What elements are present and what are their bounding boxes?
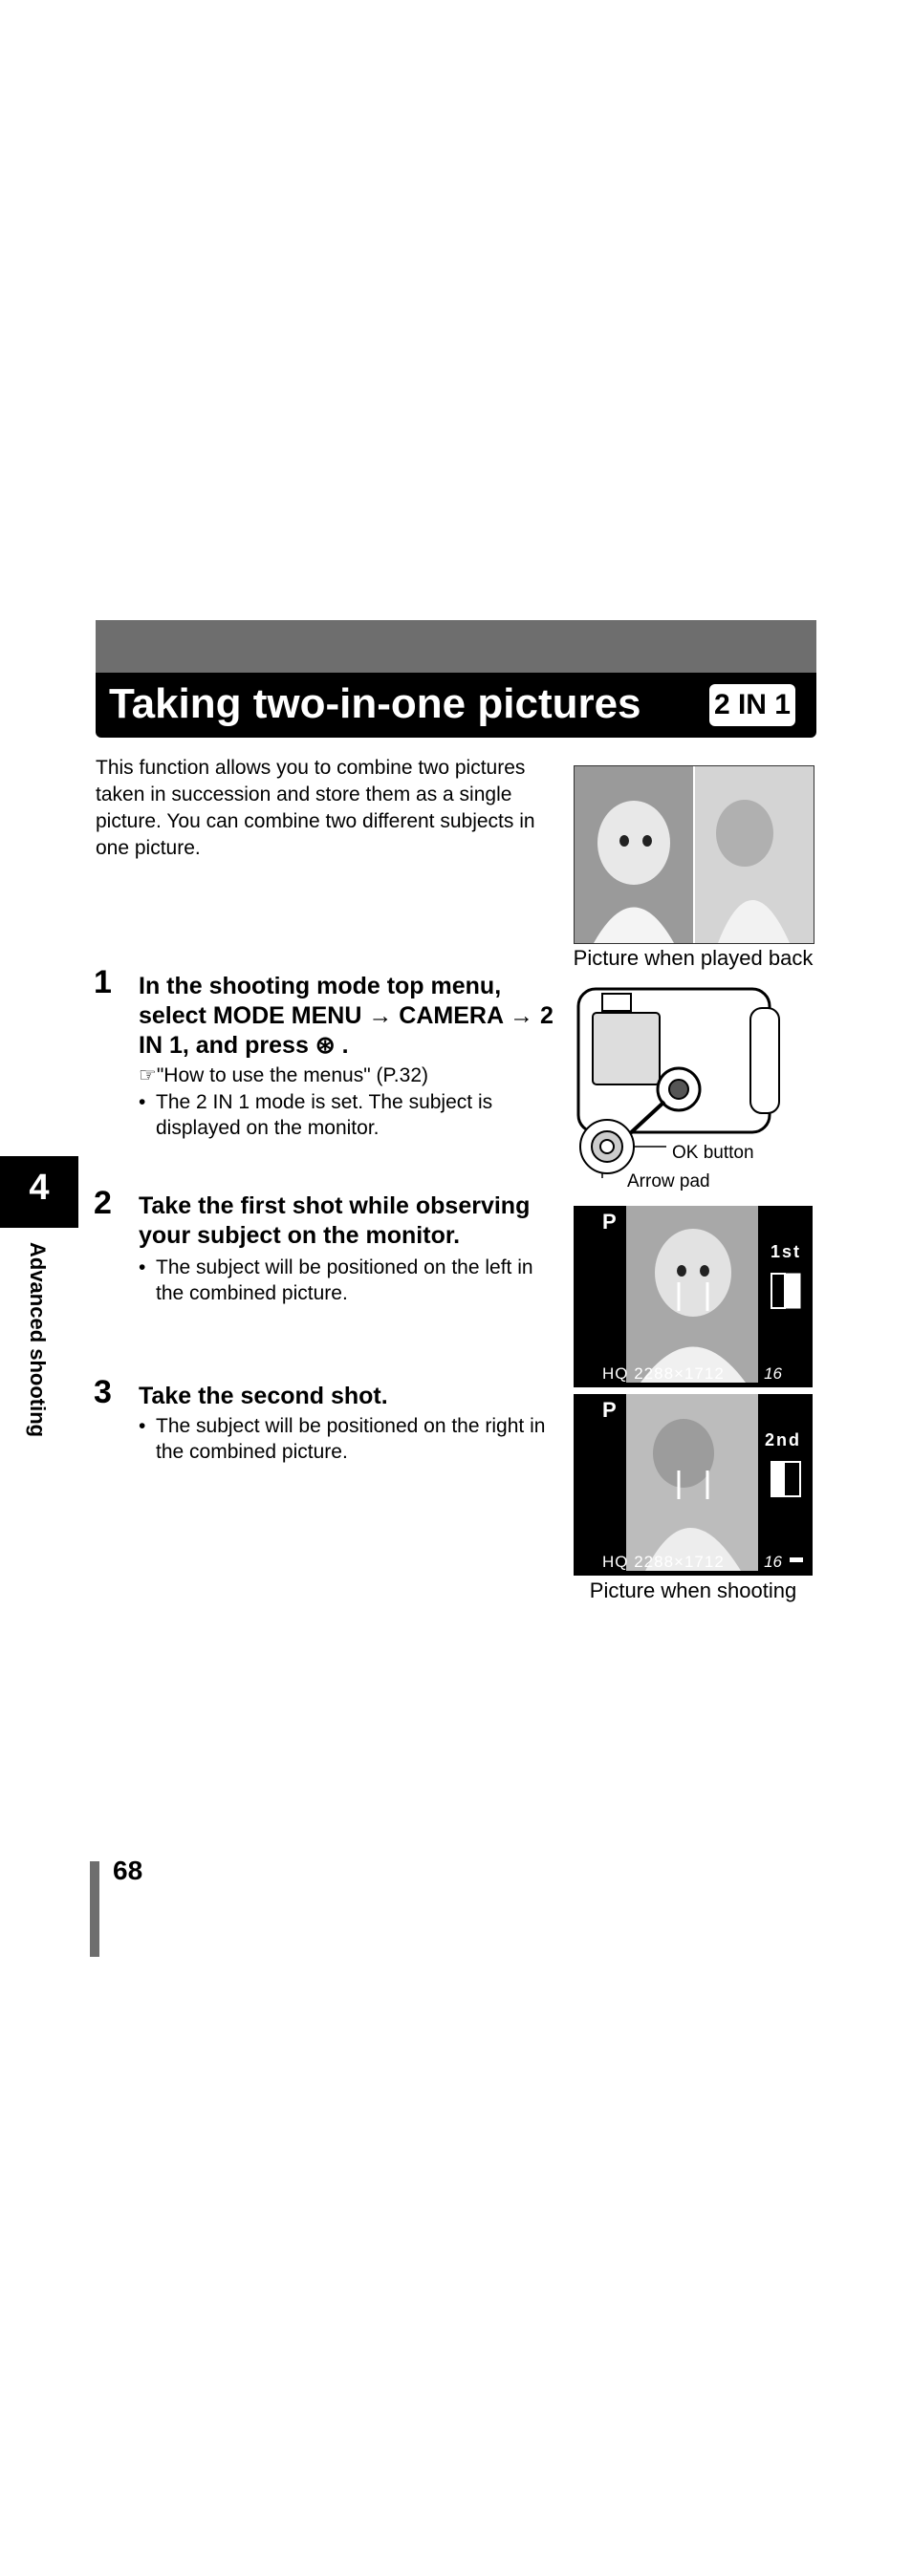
step-1-bullet-text: The 2 IN 1 mode is set. The subject is displayed on the monitor. xyxy=(156,1091,493,1139)
battery-icon xyxy=(790,1557,803,1562)
mode-indicator: P xyxy=(602,1398,617,1422)
right-half-frame-icon xyxy=(771,1461,801,1497)
step-1-number: 1 xyxy=(94,964,112,1000)
chapter-number: 4 xyxy=(29,1168,50,1208)
ok-button-label: OK button xyxy=(672,1143,754,1163)
header-band xyxy=(96,620,816,673)
step-3-title: Take the second shot. xyxy=(139,1383,388,1409)
bullet-dot: • xyxy=(139,1415,146,1437)
step-3-bullet-text: The subject will be positioned on the right in the combined picture. xyxy=(156,1415,546,1463)
shots-remaining: 16 xyxy=(764,1553,782,1571)
left-half-frame-icon xyxy=(771,1273,801,1309)
mode-indicator: P xyxy=(602,1210,617,1234)
shots-remaining: 16 xyxy=(764,1364,782,1383)
page-title: Taking two-in-one pictures xyxy=(109,680,641,727)
title-bar xyxy=(96,673,816,738)
page-number: 68 xyxy=(113,1856,143,1885)
step-3-bullet xyxy=(139,1413,559,1465)
step-2-number: 2 xyxy=(94,1185,112,1221)
combined-photo xyxy=(574,765,814,944)
page-marker-bar xyxy=(90,1861,99,1957)
monitor-second-shot xyxy=(574,1394,813,1576)
arrow-pad-label: Arrow pad xyxy=(627,1171,710,1191)
chapter-tab xyxy=(0,1156,78,1228)
quality-indicator: HQ 2288×1712 xyxy=(602,1553,725,1571)
step-1-bullet xyxy=(139,1089,559,1141)
monitor-first-shot xyxy=(574,1206,813,1387)
bullet-dot: • xyxy=(139,1256,146,1278)
shot-indicator: 1st xyxy=(770,1242,801,1261)
baby-photo-right-icon xyxy=(626,1394,758,1571)
chapter-label: Advanced shooting xyxy=(26,1242,50,1438)
quality-indicator: HQ 2288×1712 xyxy=(602,1364,725,1383)
step-2-bullet-text: The subject will be positioned on the left in the combined picture. xyxy=(156,1256,533,1304)
step-1-reference: ☞"How to use the menus" (P.32) xyxy=(139,1064,428,1086)
step-2-title: Take the first shot while observing your subject on the monitor. xyxy=(139,1192,531,1249)
step-3-number: 3 xyxy=(94,1374,112,1410)
baby-photo-left-icon xyxy=(626,1206,758,1383)
step-2-bullet xyxy=(139,1255,559,1306)
caption-shooting: Picture when shooting xyxy=(589,1578,797,1602)
mode-badge: 2 IN 1 xyxy=(709,684,795,726)
bullet-dot: • xyxy=(139,1091,146,1113)
caption-playback: Picture when played back xyxy=(573,946,814,970)
shot-indicator: 2nd xyxy=(764,1430,801,1449)
intro-paragraph: This function allows you to combine two pictures taken in succession and store them as a single picture. You can combine two different subjects in one picture. xyxy=(96,757,535,859)
baby-photo-pair-icon xyxy=(575,766,814,943)
step-1-title: In the shooting mode top menu, select MODE MENU → CAMERA → 2 IN 1, and press ⊛ . xyxy=(139,973,554,1059)
